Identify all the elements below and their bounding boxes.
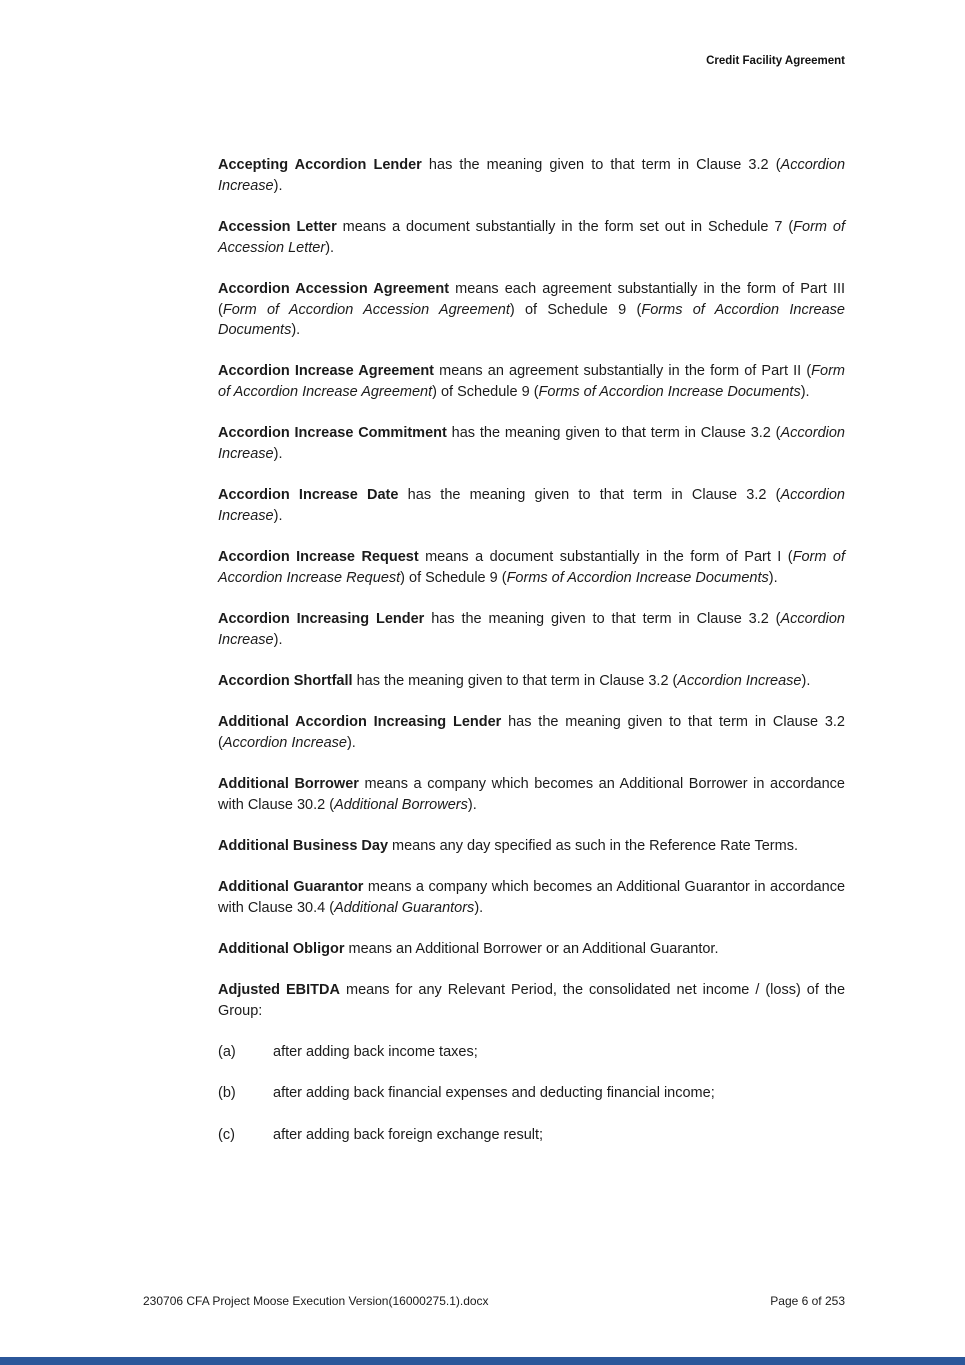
definition-text: means a company which becomes an Additional Guarantor in accordance with Clause 30.4 ( [218,879,846,916]
definition-text: Accordion Increase [218,425,845,463]
list-item [218,1042,845,1063]
definition-term: Accepting Accordion Lender [218,157,422,173]
definition-text: means an agreement substantially in the form of Part II ( [434,363,812,380]
definition-text: Form of Accordion Accession Agreement [222,301,510,318]
definition-text: ). [801,672,811,689]
definition-paragraph [218,361,845,402]
definition-text: has the meaning given to that term in Clause 3.2 ( [352,672,678,689]
definition-text: has the meaning given to that term in Clause 3.2 ( [398,487,781,504]
definition-text: ) of Schedule 9 ( [400,569,507,586]
list-item-text: after adding back financial expenses and deducting financial income; [273,1085,715,1102]
definitions-section [218,155,845,1166]
definition-term: Accordion Shortfall [218,672,353,689]
definition-term: Additional Borrower [218,776,359,793]
definition-term: Additional Obligor [218,941,345,958]
definition-text: ). [800,384,810,401]
window-bottom-bar [0,1357,965,1365]
definition-text: means for any Relevant Period, the consolidated net income / (loss) of the Group: [218,982,846,1019]
definition-paragraph [218,877,845,918]
definition-text: ). [325,239,335,256]
list-item-text: after adding back income taxes; [273,1044,478,1061]
definition-paragraph [218,939,845,960]
definitions-list [218,155,845,1022]
page-header-title: Credit Facility Agreement [706,55,845,67]
definition-text: ). [273,446,283,463]
definition-paragraph [218,774,845,815]
definition-text: ). [273,177,283,194]
definition-text: has the meaning given to that term in Clause 3.2 ( [424,611,781,628]
definition-paragraph [218,836,845,857]
definition-text: has the meaning given to that term in Clause 3.2 ( [446,425,781,442]
definition-term: Accordion Increase Date [218,487,399,504]
page-footer [143,1294,845,1308]
definition-paragraph [218,423,845,464]
definition-paragraph [218,155,845,196]
definition-text: ). [291,322,301,339]
definition-text: has the meaning given to that term in Clause 3.2 ( [218,714,845,751]
definition-text: Form of Accession Letter [218,218,846,256]
definition-paragraph [218,671,845,692]
definition-term: Accordion Increase Commitment [218,425,447,442]
sublist [218,1042,845,1145]
definition-text: ) of Schedule 9 ( [432,384,539,401]
definition-text: means each agreement substantially in the form of Part III ( [218,280,846,318]
definition-text: Forms of Accordion Increase Documents [218,301,845,339]
definition-term: Accordion Increasing Lender [218,611,425,628]
definition-text: Forms of Accordion Increase Documents [506,569,769,586]
definition-text: means an Additional Borrower or an Additional Guarantor. [344,941,719,958]
definition-text: ). [467,796,477,813]
definition-term: Accordion Increase Request [218,549,419,566]
footer-page-indicator: Page 6 of 253 [770,1294,845,1308]
definition-text: Additional Borrowers [334,796,468,813]
definition-text: Form of Accordion Increase Agreement [218,363,846,401]
definition-paragraph [218,980,845,1021]
definition-text: Accordion Increase [218,611,845,648]
definition-text: Accordion Increase [222,734,347,751]
definition-text: Accordion Increase [218,487,845,524]
definition-text: Form of Accordion Increase Request [218,549,845,586]
footer-filename: 230706 CFA Project Moose Execution Version(16000275.1).docx [143,1294,489,1308]
list-item-text: after adding back foreign exchange result; [273,1126,544,1143]
definition-term: Additional Accordion Increasing Lender [218,714,502,731]
list-item [218,1083,845,1104]
definition-text: Forms of Accordion Increase Documents [538,384,801,401]
definition-text: ). [346,734,356,751]
definition-text: Accordion Increase [677,672,802,689]
definition-term: Adjusted EBITDA [218,982,340,999]
definition-text: ). [273,507,283,524]
list-item-label: (c) [218,1126,235,1143]
definition-paragraph [218,609,845,650]
definition-text: Additional Guarantors [334,899,475,916]
definition-text: has the meaning given to that term in Clause 3.2 ( [421,157,781,173]
definition-text: ) of Schedule 9 ( [509,301,642,318]
definition-text: ). [768,569,778,586]
definition-paragraph [218,712,845,753]
list-item-label: (b) [218,1085,236,1102]
definition-term: Accession Letter [218,218,337,235]
list-item [218,1125,845,1146]
definition-term: Additional Guarantor [218,879,364,896]
definition-text: means any day specified as such in the Reference Rate Terms. [388,837,798,854]
definition-term: Accordion Accession Agreement [218,280,450,297]
definition-text: ). [474,899,484,916]
definition-paragraph [218,279,845,341]
definition-text: ). [273,631,283,648]
definition-paragraph [218,485,845,526]
definition-paragraph [218,547,845,588]
definition-text: Accordion Increase [218,157,846,194]
list-item-label: (a) [218,1044,236,1061]
definition-paragraph [218,217,845,258]
definition-term: Accordion Increase Agreement [218,363,435,380]
definition-text: means a document substantially in the form of Part I ( [418,549,793,566]
definition-text: means a company which becomes an Additional Borrower in accordance with Clause 30.2 ( [218,776,845,813]
definition-text: means a document substantially in the form set out in Schedule 7 ( [336,218,794,235]
definition-term: Additional Business Day [218,837,389,854]
